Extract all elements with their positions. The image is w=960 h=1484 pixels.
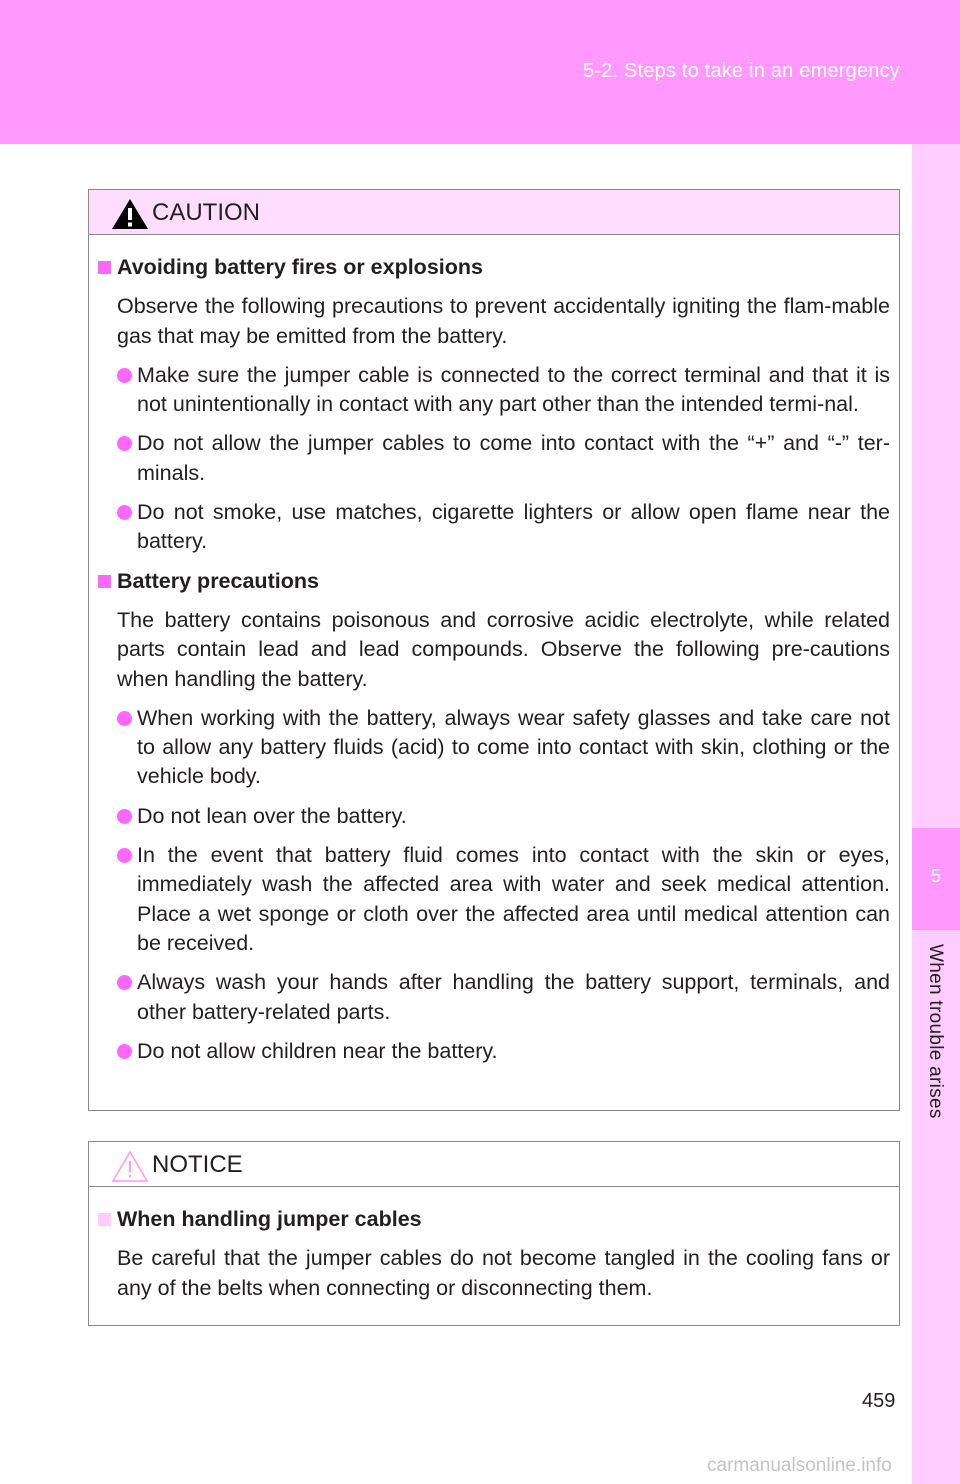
list-item: Make sure the jumper cable is connected to the correct terminal and that it is not unintentionally in contact with any part other than the intended termi-nal. — [97, 361, 890, 420]
section-title: 5-2. Steps to take in an emergency — [583, 60, 900, 82]
chapter-number: 5 — [930, 866, 941, 886]
square-bullet-icon — [98, 575, 111, 588]
warning-triangle-icon — [111, 197, 149, 231]
square-bullet-icon — [98, 1213, 111, 1226]
square-bullet-icon — [98, 261, 111, 274]
notice-box — [88, 1141, 900, 1326]
circle-bullet-icon — [117, 848, 132, 863]
section-heading: Avoiding battery fires or explosions — [97, 253, 890, 282]
page-number: 459 — [862, 1390, 896, 1412]
list-item: Do not smoke, use matches, cigarette lighters or allow open flame near the battery. — [97, 498, 890, 557]
circle-bullet-icon — [117, 809, 132, 824]
list-item: Do not lean over the battery. — [97, 802, 890, 831]
paragraph: The battery contains poisonous and corrosive acidic electrolyte, while related parts contain lead and lead compounds. Observe the following pre-cautions when handling the battery. — [117, 607, 890, 691]
caution-header — [89, 190, 899, 235]
page-header — [0, 0, 960, 144]
list-item: In the event that battery fluid comes into contact with the skin or eyes, immediately wash the affected area with water and seek medical attention. Place a wet sponge or cloth over the affected area until medical attention can be received. — [97, 841, 890, 958]
chapter-tab — [912, 828, 960, 930]
caution-body — [89, 235, 899, 1066]
chapter-label: When trouble arises — [925, 944, 946, 1119]
watermark: carmanualsonline.info — [707, 1455, 892, 1476]
notice-body — [89, 1187, 899, 1303]
circle-bullet-icon — [117, 975, 132, 990]
caution-heading: CAUTION — [152, 199, 260, 226]
section-heading: When handling jumper cables — [97, 1205, 890, 1234]
circle-bullet-icon — [117, 436, 132, 451]
list-item: When working with the battery, always wear safety glasses and take care not to allow any battery fluids (acid) to come into contact with skin, clothing or the vehicle body. — [97, 704, 890, 792]
caution-box — [88, 189, 900, 1111]
paragraph: Be careful that the jumper cables do not become tangled in the cooling fans or any of the belts when connecting or disconnecting them. — [117, 1246, 890, 1300]
circle-bullet-icon — [117, 368, 132, 383]
warning-triangle-outline-icon — [111, 1149, 149, 1183]
paragraph: Observe the following precautions to prevent accidentally igniting the flam-mable gas that may be emitted from the battery. — [117, 294, 890, 348]
notice-header — [89, 1142, 899, 1187]
list-item: Always wash your hands after handling the battery support, terminals, and other battery-related parts. — [97, 968, 890, 1027]
list-item: Do not allow children near the battery. — [97, 1037, 890, 1066]
circle-bullet-icon — [117, 505, 132, 520]
section-heading: Battery precautions — [97, 567, 890, 596]
notice-heading: NOTICE — [152, 1151, 243, 1178]
side-strip — [912, 144, 960, 1484]
list-item: Do not allow the jumper cables to come into contact with the “+” and “-” ter-minals. — [97, 429, 890, 488]
circle-bullet-icon — [117, 711, 132, 726]
circle-bullet-icon — [117, 1044, 132, 1059]
